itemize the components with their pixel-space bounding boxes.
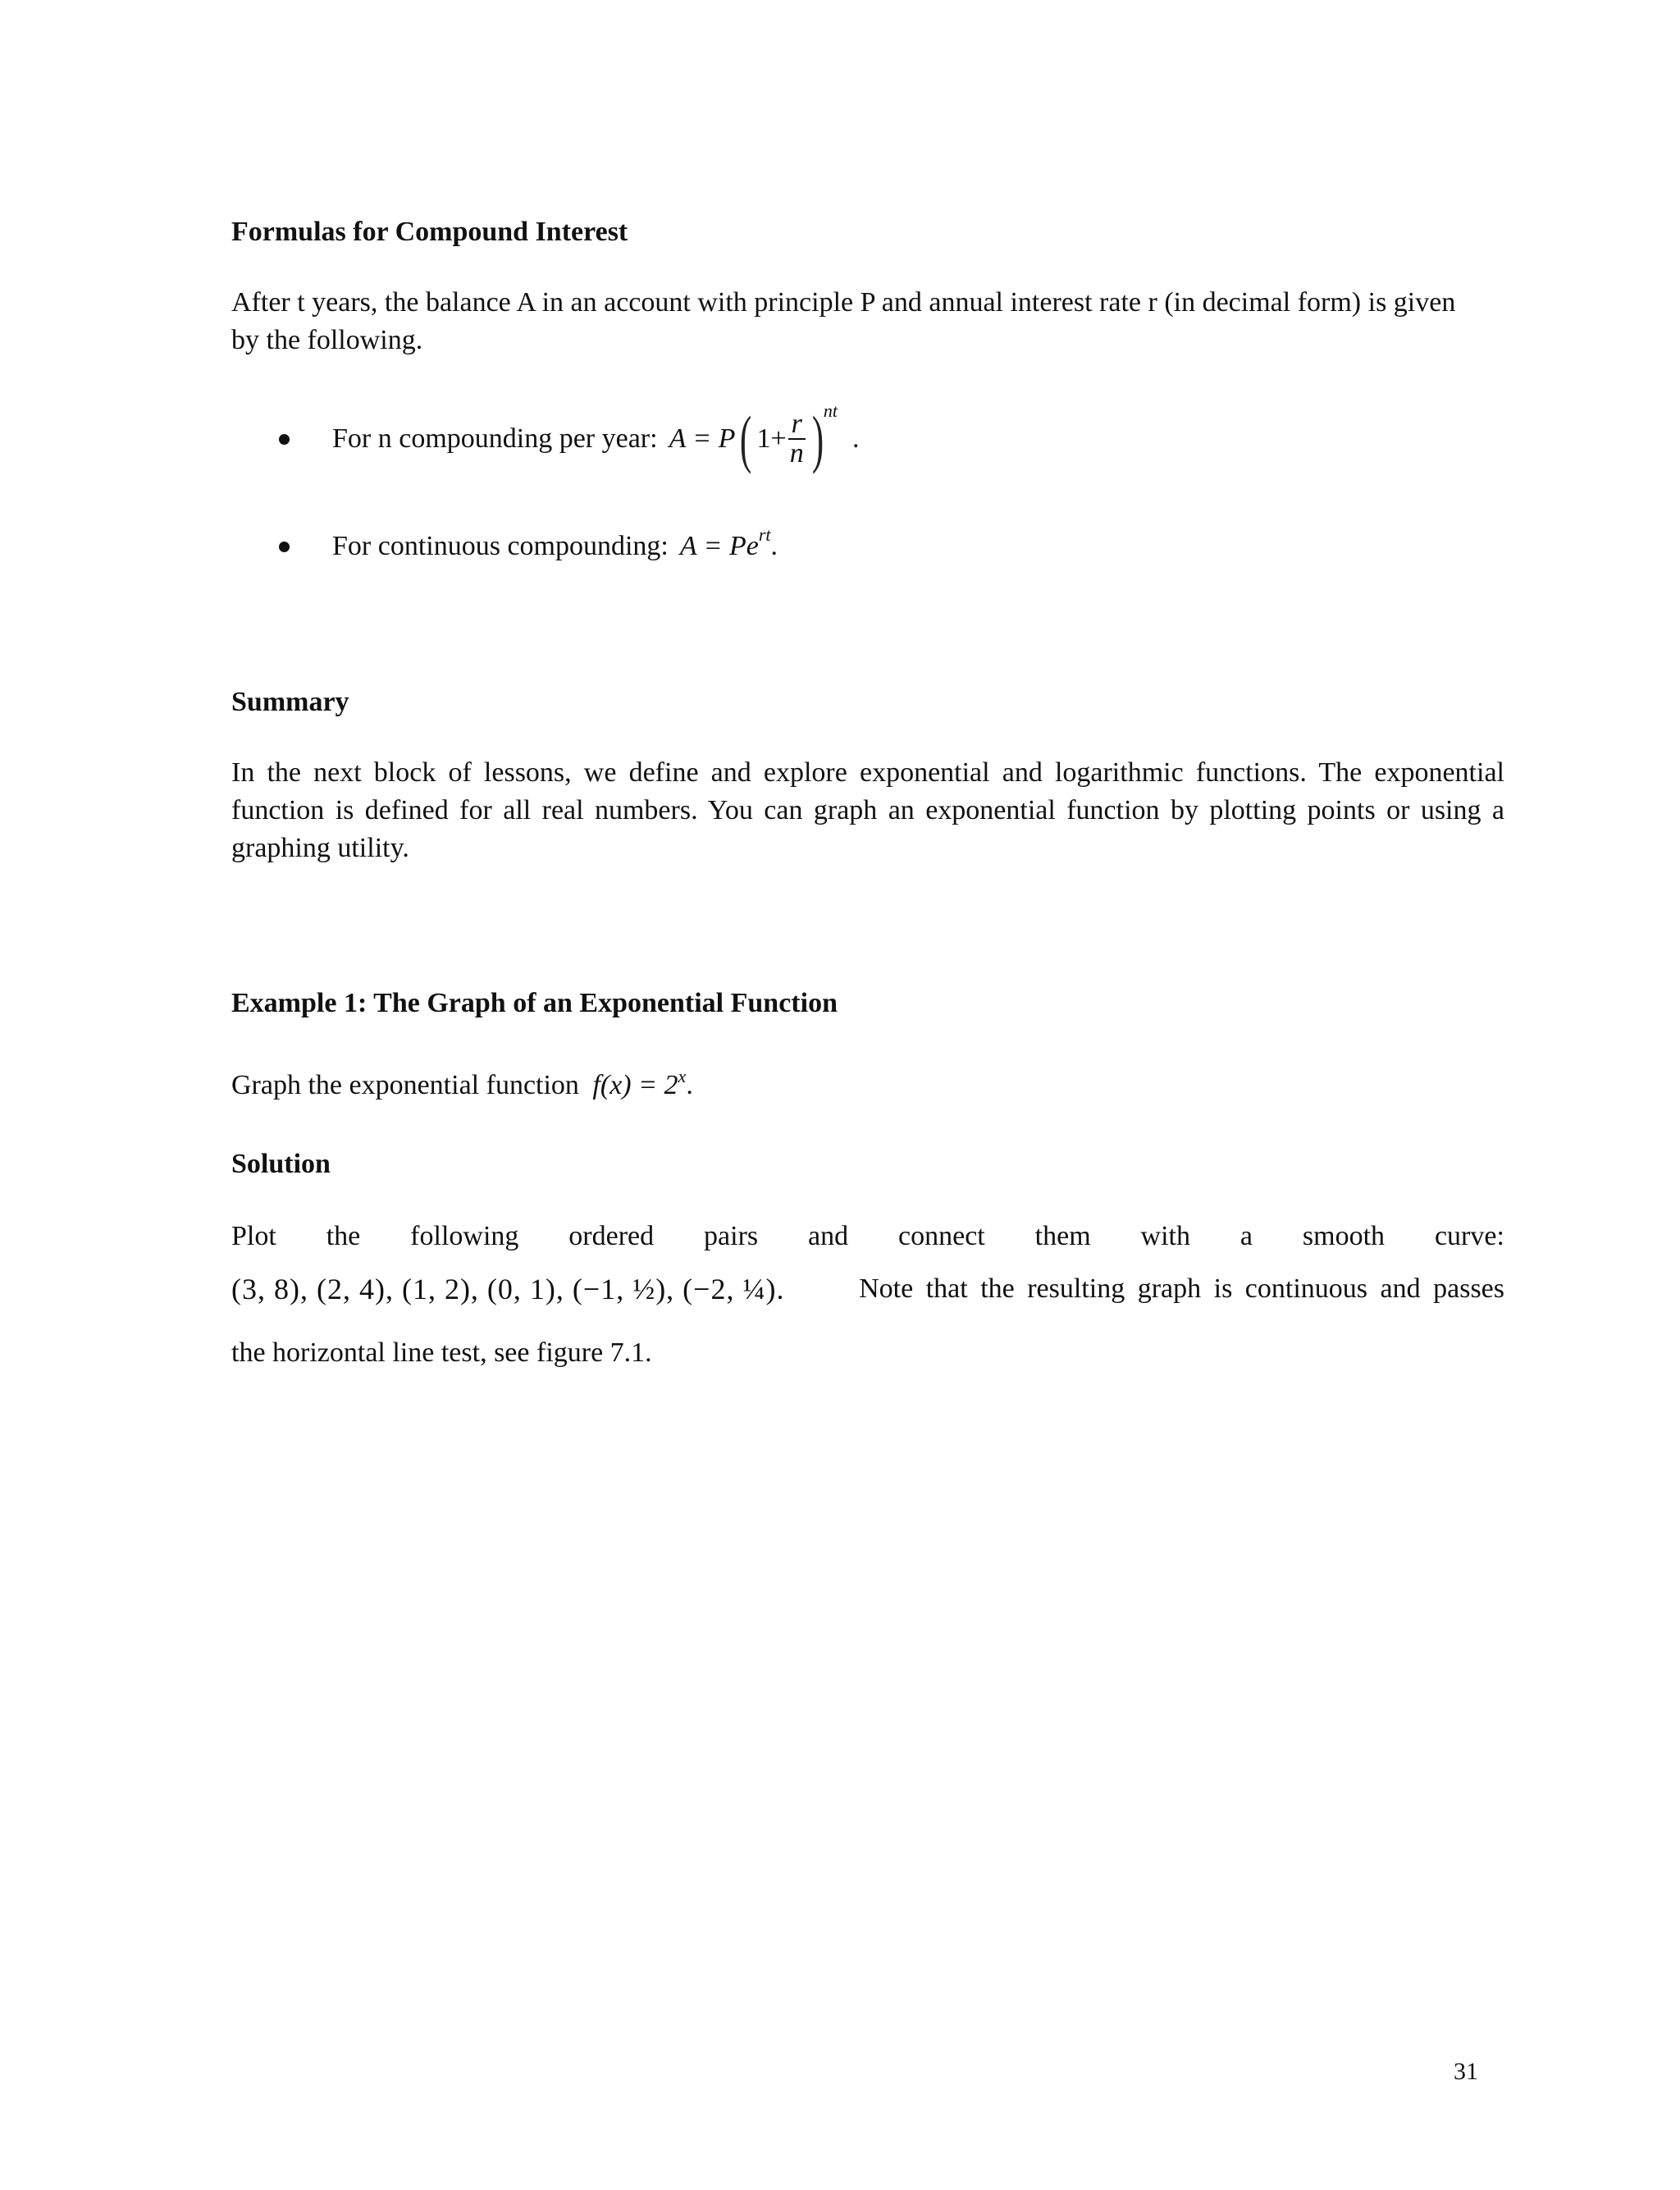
bullet-continuous-compounding (279, 524, 778, 565)
ordered-pairs: (3, 8), (2, 4), (1, 2), (0, 1), (−1, ½), (−2, ¼). (231, 1273, 785, 1305)
bullet1-period: . (851, 423, 860, 454)
example-prompt-text: Graph the exponential function (231, 1070, 579, 1100)
solution-line-1 (231, 1218, 1504, 1255)
solution-heading: Solution (231, 1149, 331, 1179)
solution-word: with (1140, 1221, 1190, 1251)
bullet1-label: For n compounding per year: (332, 423, 658, 454)
fraction-denominator: n (789, 438, 804, 469)
section-heading-summary: Summary (231, 687, 349, 717)
solution-word: a (1239, 1221, 1253, 1251)
bullet-dot-icon (279, 542, 290, 552)
bullet2-exponent: rt (758, 524, 771, 545)
solution-word: and (808, 1221, 849, 1251)
solution-line-3: the horizontal line test, see figure 7.1. (231, 1337, 652, 1368)
example-prompt (231, 1067, 1504, 1107)
section-heading-example-1: Example 1: The Graph of an Exponential Function (231, 988, 838, 1018)
bullet1-one-plus: 1+ (756, 423, 787, 454)
bullet2-period: . (770, 531, 778, 561)
bullet2-formula: A = Pe (679, 531, 759, 561)
example-prompt-exponent: x (678, 1066, 687, 1086)
solution-word: pairs (704, 1221, 759, 1251)
section-heading-compound-interest: Formulas for Compound Interest (231, 217, 628, 247)
right-paren-icon: ) (811, 403, 824, 474)
solution-word: them (1034, 1221, 1091, 1251)
bullet-n-compounding (279, 402, 859, 476)
solution-word: ordered (568, 1221, 655, 1251)
fraction-numerator: r (788, 410, 806, 440)
example-prompt-period: . (686, 1070, 693, 1100)
bullet-dot-icon (279, 434, 290, 445)
summary-paragraph: In the next block of lessons, we define and explore exponential and logarithmic functions. The exponential function is defined for all real numbers. You can graph an exponential function by plotting points or using a graphing utility. (231, 757, 1504, 863)
solution-word: curve: (1434, 1221, 1504, 1251)
page-number: 31 (1454, 2058, 1478, 2085)
compound-intro-line-1: After t years, the balance A in an account with principle P and annual interest rate r (in decimal form) is given (231, 287, 1456, 318)
solution-word: Plot (231, 1221, 276, 1251)
solution-line-2 (231, 1270, 1504, 1308)
bullet1-fraction (788, 410, 806, 468)
bullet2-label: For continuous compounding: (332, 531, 669, 561)
solution-word: smooth (1302, 1221, 1386, 1251)
solution-line-2-tail: Note that the resulting graph is continuous and passes (859, 1273, 1504, 1304)
bullet1-formula-lhs: A = P (669, 423, 736, 454)
compound-intro-line-2: by the following. (231, 325, 423, 355)
left-paren-icon: ( (740, 403, 752, 474)
bullet1-exponent: nt (823, 400, 838, 421)
solution-word: the (326, 1221, 361, 1251)
solution-word: following (410, 1221, 519, 1251)
solution-word: connect (898, 1221, 985, 1251)
example-prompt-function: f(x) = 2 (592, 1070, 678, 1100)
